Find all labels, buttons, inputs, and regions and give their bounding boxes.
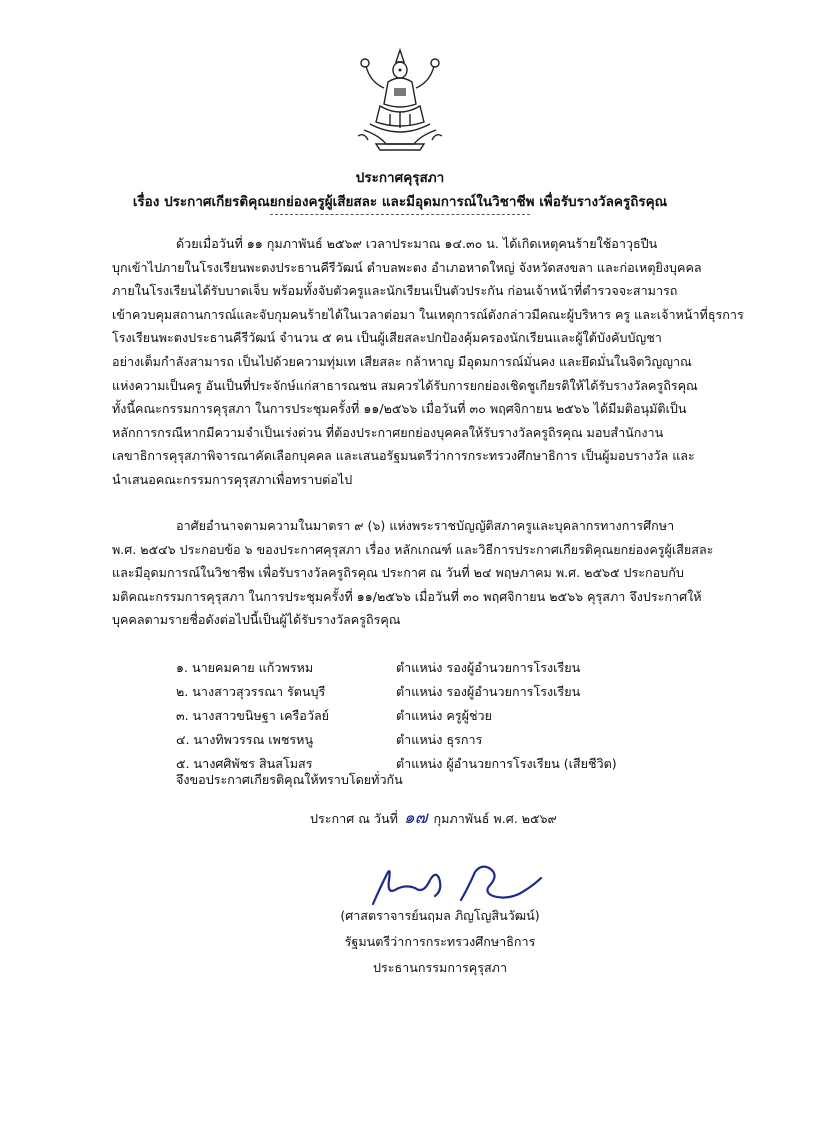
paragraph-line: เลขาธิการคุรุสภาพิจารณาคัดเลือกบุคคล และเสนอรัฐมนตรีว่าการกระทรวงศึกษาธิการ เป็นผู้มอบรางวัล และ: [112, 448, 695, 464]
awardee-position: ตำแหน่ง ผู้อำนวยการโรงเรียน (เสียชีวิต): [396, 756, 617, 771]
paragraph-line: พ.ศ. ๒๕๔๖ ประกอบข้อ ๖ ของประกาศคุรุสภา เรื่อง หลักเกณฑ์ และวิธีการประกาศเกียรติคุณยกย่องครูผู้เสียสละ: [112, 541, 714, 557]
paragraph-line: อย่างเต็มกำลังสามารถ เป็นไปด้วยความทุ่มเท เสียสละ กล้าหาญ มีอุดมการณ์มั่นคง และยึดมั่นในจิตวิญญาณ: [112, 353, 692, 369]
signer-name: (ศาสตราจารย์นฤมล ภิญโญสินวัฒน์): [340, 908, 540, 923]
date-day-handwritten: ๑๗: [403, 808, 428, 828]
khurusapha-emblem-icon: [350, 44, 450, 154]
awardee-name: ๕. นางศศิพัชร สินสโมสร: [176, 756, 313, 771]
awardee-name: ๓. นางสาวขนิษฐา เครือวัลย์: [176, 708, 330, 723]
closing-statement: จึงขอประกาศเกียรติคุณให้ทราบโดยทั่วกัน: [176, 772, 403, 787]
awardee-name: ๒. นางสาวสุวรรณา รัตนบุรี: [176, 684, 326, 699]
paragraph-line: อาศัยอำนาจตามความในมาตรา ๙ (๖) แห่งพระราชบัญญัติสภาครูและบุคลากรทางการศึกษา: [176, 518, 675, 533]
paragraph-line: บุคคลตามรายชื่อดังต่อไปนี้เป็นผู้ได้รับรางวัลครูถิรคุณ: [112, 612, 401, 628]
awardee-name: ๑. นายคมคาย แก้วพรหม: [176, 660, 314, 675]
paragraph-line: หลักการกรณีหากมีความจำเป็นเร่งด่วน ที่ต้องประกาศยกย่องบุคคลให้รับรางวัลครูถิรคุณ มอบสำนักงาน: [112, 424, 664, 440]
paragraph-line: เข้าควบคุมสถานการณ์และจับกุมคนร้ายได้ในเวลาต่อมา ในเหตุการณ์ดังกล่าวมีคณะผู้บริหาร ครู และเจ้าหน้าที่ธุรการ: [112, 306, 744, 322]
awardee-position: ตำแหน่ง ธุรการ: [396, 732, 483, 747]
paragraph-line: บุกเข้าไปภายในโรงเรียนพะตงประธานคีรีวัฒน์ ตำบลพะตง อำเภอหาดใหญ่ จังหวัดสงขลา และก่อเหตุยิงบุคคล: [112, 259, 702, 275]
paragraph-incident: [112, 232, 744, 492]
paragraph-line: และมีอุดมการณ์ในวิชาชีพ เพื่อรับรางวัลครูถิรคุณ ประกาศ ณ วันที่ ๒๔ พฤษภาคม พ.ศ. ๒๕๖๕ ประกอบกับ: [112, 565, 684, 581]
title-divider: [270, 214, 530, 215]
date-prefix: ประกาศ ณ วันที่: [310, 811, 398, 826]
paragraph-line: ด้วยเมื่อวันที่ ๑๑ กุมภาพันธ์ ๒๕๖๙ เวลาประมาณ ๑๔.๓๐ น. ได้เกิดเหตุคนร้ายใช้อาวุธปืน: [176, 236, 658, 251]
announcement-title: ประกาศคุรุสภา: [355, 170, 445, 186]
awardee-position: ตำแหน่ง รองผู้อำนวยการโรงเรียน: [396, 660, 581, 675]
date-suffix: กุมภาพันธ์ พ.ศ. ๒๕๖๙: [433, 811, 557, 826]
paragraph-line: โรงเรียนพะตงประธานคีรีวัฒน์ จำนวน ๕ คน เป็นผู้เสียสละปกป้องคุ้มครองนักเรียนและผู้ใต้บังคับบัญชา: [112, 330, 662, 346]
signer-role: ประธานกรรมการคุรุสภา: [372, 960, 508, 975]
signer-title: รัฐมนตรีว่าการกระทรวงศึกษาธิการ: [344, 934, 536, 949]
announcement-date: [310, 804, 557, 831]
paragraph-line: มติคณะกรรมการคุรุสภา ในการประชุมครั้งที่ ๑๑/๒๕๖๖ เมื่อวันที่ ๓๐ พฤศจิกายน ๒๕๖๖ คุรุสภา จึงประกาศให้: [112, 588, 702, 604]
handwritten-signature-icon: [365, 860, 565, 910]
awardee-name: ๔. นางทิพวรรณ เพชรหนู: [176, 732, 314, 747]
awardee-position: ตำแหน่ง รองผู้อำนวยการโรงเรียน: [396, 684, 581, 699]
paragraph-line: ภายในโรงเรียนได้รับบาดเจ็บ พร้อมทั้งจับตัวครูและนักเรียนเป็นตัวประกัน ก่อนเจ้าหน้าที่ตำรวจจะสามารถ: [112, 283, 678, 299]
awardee-position: ตำแหน่ง ครูผู้ช่วย: [396, 708, 492, 723]
paragraph-line: แห่งความเป็นครู อันเป็นที่ประจักษ์แก่สาธารณชน สมควรได้รับการยกย่องเชิดชูเกียรติให้ได้รับรางวัลครูถิรคุณ: [112, 377, 698, 393]
paragraph-authority: [112, 514, 714, 632]
announcement-subject: เรื่อง ประกาศเกียรติคุณยกย่องครูผู้เสียสละ และมีอุดมการณ์ในวิชาชีพ เพื่อรับรางวัลครูถิรคุณ: [132, 194, 668, 210]
paragraph-line: นำเสนอคณะกรรมการคุรุสภาเพื่อทราบต่อไป: [112, 471, 353, 487]
paragraph-line: ทั้งนี้คณะกรรมการคุรุสภา ในการประชุมครั้งที่ ๑๑/๒๕๖๖ เมื่อวันที่ ๓๐ พฤศจิกายน ๒๕๖๖ ได้มีมติอนุมัติเป็น: [112, 401, 687, 417]
